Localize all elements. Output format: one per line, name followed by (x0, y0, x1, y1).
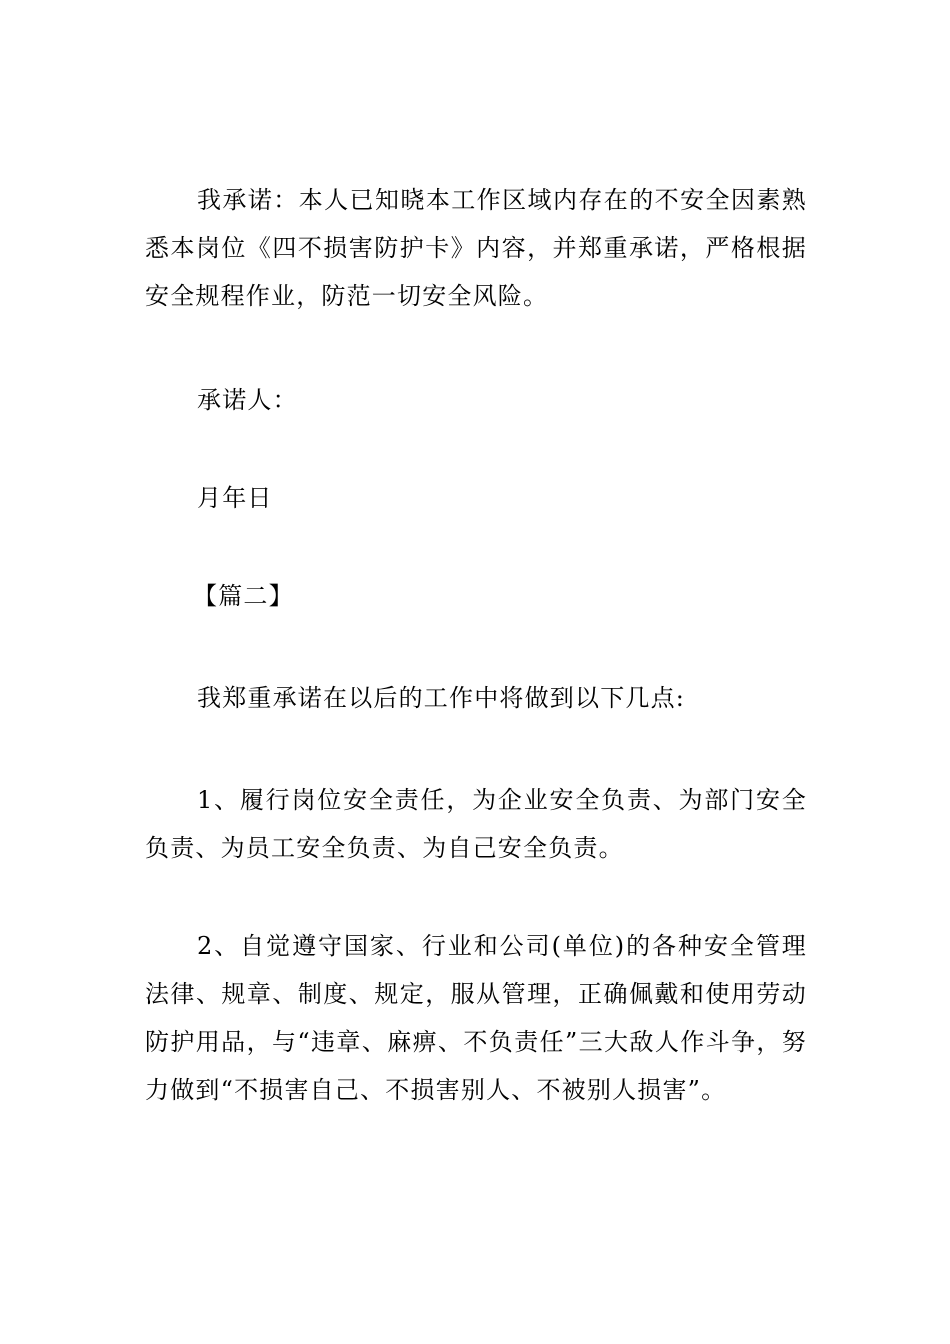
intro-paragraph: 我郑重承诺在以后的工作中将做到以下几点: (197, 684, 686, 712)
item-1-paragraph: 1、履行岗位安全责任，为企业安全负责、为部门安全负责、为员工安全负责、为自己安全负责。 (145, 786, 807, 862)
signer-label: 承诺人： (197, 386, 298, 414)
item-2-paragraph: 2、自觉遵守国家、行业和公司(单位)的各种安全管理法律、规章、制度、规定，服从管理，正确佩戴和使用劳动防护用品，与“违章、麻痹、不负责任”三大敌人作斗争，努力做到“不损害自己、不损害别人、不被别人损害”。 (145, 932, 807, 1104)
commitment-paragraph: 我承诺：本人已知晓本工作区域内存在的不安全因素熟悉本岗位《四不损害防护卡》内容，并郑重承诺，严格根据安全规程作业，防范一切安全风险。 (145, 186, 807, 310)
date-label: 月年日 (197, 484, 273, 512)
section-heading: 【篇二】 (193, 582, 294, 610)
